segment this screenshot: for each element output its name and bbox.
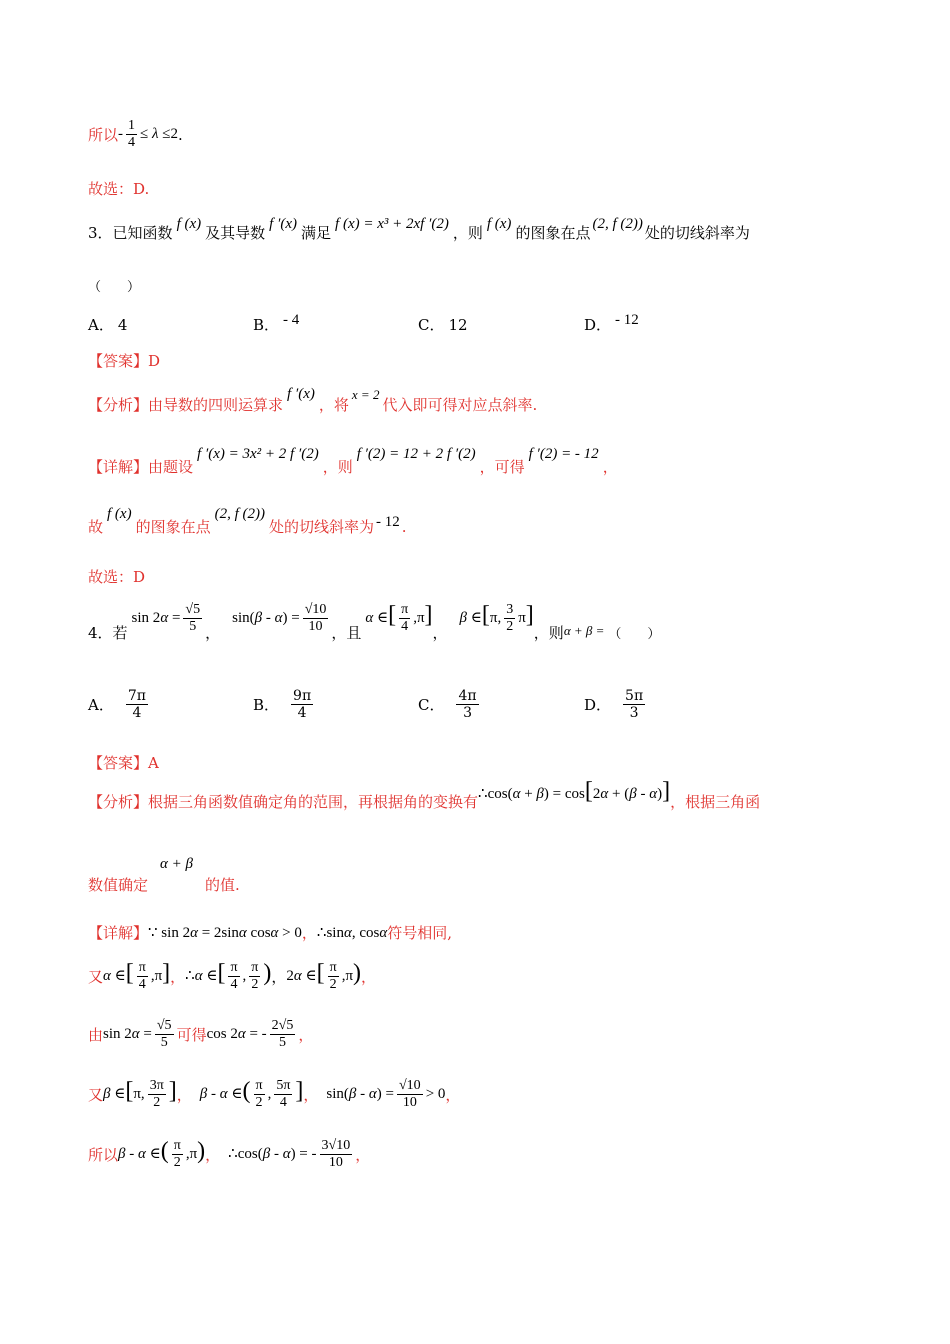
math-fx-2: f (x) <box>486 216 512 232</box>
detail-beta-range: 又 β ∈[π, $\frac{3\pi}{2}$ ] ， β - α ∈( $\frac{\pi}{2}$ , $\frac{5\pi}{4}$ ] ， sin(β - α) = $\frac{√10}{10}$ > 0 ， <box>88 1078 461 1111</box>
q3-paren: （ ） <box>88 280 141 295</box>
q4-analysis-cont: 数值确定 α + β 的值. <box>88 856 240 894</box>
q3-option-c: C． 12 <box>418 315 468 334</box>
q3-option-d: D． - 12 <box>584 312 639 334</box>
q3-detail: 【详解】 由题设 f ′(x) = 3x² + 2 f ′(2) ，则 f ′(2) = 12 + 2 f ′(2) ，可得 f ′(2) = - 12 ， <box>88 446 618 476</box>
q3-text-2: 及其导数 <box>205 224 266 242</box>
q3-option-b: B． - 4 <box>253 312 300 334</box>
q3-conclusion: 故 f (x) 的图象在点 (2, f (2)) 处的切线斜率为 - 12 . <box>88 506 407 536</box>
math-fx: f (x) <box>176 216 202 232</box>
q3-analysis: 【分析】 由导数的四则运算求 f ′(x) ，将 x = 2 代入即可得对应点斜率. <box>88 386 538 414</box>
q3-answer: 【答案】 D <box>88 351 161 370</box>
q3-selection: 故选：D <box>88 568 146 586</box>
math-fpx: f ′(x) <box>269 216 298 232</box>
line-conclusion-lambda <box>88 118 183 151</box>
question-4: 4．若 sin 2α = $\frac{√5}{5}$ ， sin(β - α) = $\frac{√10}{10}$ ，且 α ∈[ $\frac{\pi}{4}$ ,π] ， β ∈[π, $\frac{3}{2}$ π] ，则 α + β = （ ） <box>88 602 661 643</box>
q3-text-6: 处的切线斜率为 <box>644 224 750 242</box>
q3-text-4: ，则 <box>452 224 483 242</box>
text-suffix: . <box>177 125 183 144</box>
text-prefix: 所以 <box>88 126 119 145</box>
line-choice-d1: 故选：D. <box>88 180 150 198</box>
q4-option-b: B． $\frac{9\pi}{4}$ <box>253 688 312 722</box>
question-number: 3． <box>88 224 113 242</box>
q4-detail: 【详解】 ∵ sin 2α = 2sinα cosα > 0 ， ∴sinα, cosα 符号相同, <box>88 924 452 942</box>
math-point: (2, f (2)) <box>592 216 643 232</box>
q4-option-d: D． $\frac{5\pi}{3}$ <box>584 688 644 722</box>
q3-text-3: 满足 <box>301 224 332 242</box>
math-equation: f (x) = x³ + 2xf ′(2) <box>335 216 449 232</box>
q4-answer: 【答案】 A <box>88 753 159 772</box>
q3-text-5: 的图象在点 <box>515 224 591 242</box>
q4-analysis: 【分析】 根据三角函数值确定角的范围，再根据角的变换有 ∴cos(α + β) = cos[2α + (β - α)] ，根据三角函 <box>88 778 761 811</box>
q4-option-a: A． $\frac{7\pi}{4}$ <box>88 688 146 722</box>
q3-text-1: 已知函数 <box>112 224 173 242</box>
math-inequality: - $\frac{1}{4}$ ≤ λ ≤2 <box>118 118 178 151</box>
q4-option-c: C． $\frac{4\pi}{3}$ <box>418 688 477 722</box>
detail-cos2a: 由 sin 2α = $\frac{√5}{5}$ 可得 cos 2α = - $\frac{2√5}{5}$ ， <box>88 1018 314 1051</box>
question-3 <box>88 216 750 243</box>
detail-alpha-range: 又 α ∈[ $\frac{\pi}{4}$ ,π] ， ∴α ∈[ $\frac{\pi}{4}$ , $\frac{\pi}{2}$ ) ， 2α ∈[ $\frac{\pi}{2}$ ,π) ， <box>88 960 377 993</box>
q3-option-a: A． 4 <box>88 315 128 334</box>
detail-cos-beta-alpha: 所以 β - α ∈( $\frac{\pi}{2}$ ,π) ， ∴cos(β - α) = - $\frac{3√10}{10}$ ， <box>88 1138 371 1171</box>
